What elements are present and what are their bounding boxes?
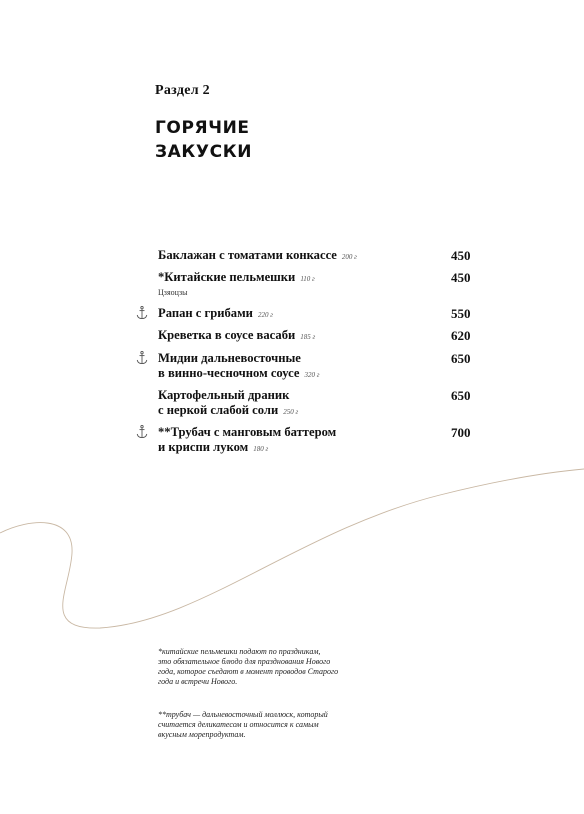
footnote-line: это обязательное блюдо для празднования Нового: [158, 657, 331, 666]
menu-item-weight: 200 г: [341, 253, 357, 261]
footnote-line: **трубач — дальневосточный моллюск, который: [158, 710, 328, 719]
section-label: Раздел 2: [155, 83, 210, 98]
menu-item-price: 700: [451, 425, 471, 440]
footnote-line: года, которое съедают в момент проводов Старого: [158, 667, 339, 676]
menu-item-weight: 250 г: [283, 408, 299, 416]
menu-item-price: 450: [451, 248, 471, 263]
menu-item-name: [158, 425, 438, 457]
page-title-line1: ГОРЯЧИЕ: [155, 118, 250, 138]
footnote-line: года и встречи Нового.: [158, 677, 238, 686]
menu-item-name: [158, 248, 438, 265]
menu-item-weight: 110 г: [300, 275, 315, 283]
menu-item-name-line: Рапан с грибами: [158, 306, 253, 320]
menu-item-weight: 320 г: [304, 371, 320, 379]
footnote-line: считается деликатесом и относится к самым: [158, 720, 319, 729]
menu-item-name-line: с неркой слабой соли: [158, 403, 279, 417]
menu-item-price: 650: [451, 388, 471, 403]
menu-item-name: [158, 328, 438, 345]
menu-item-weight: 180 г: [253, 445, 269, 453]
menu-item-name-line: Картофельный драник: [158, 388, 290, 402]
menu-item-name-line: в винно-чесночном соусе: [158, 366, 300, 380]
menu-item-name: [158, 388, 438, 420]
menu-item-name-line: Мидии дальневосточные: [158, 351, 301, 365]
menu-item-price: 450: [451, 270, 471, 285]
menu-item-name-line: Баклажан с томатами конкассе: [158, 248, 337, 262]
menu-item-weight: 220 г: [257, 311, 273, 319]
menu-item-name-line: и криспи луком: [158, 440, 249, 454]
menu-item-name: [158, 351, 438, 383]
menu-item-price: 620: [451, 328, 471, 343]
menu-item-name-line: Креветка в соусе васаби: [158, 328, 296, 342]
anchor-icon: [136, 306, 148, 320]
menu-item-price: 550: [451, 306, 471, 321]
page-title-line2: ЗАКУСКИ: [155, 142, 253, 162]
anchor-icon: [136, 425, 148, 439]
footnote-1: [158, 647, 388, 687]
menu-item-price: 650: [451, 351, 471, 366]
anchor-icon: [136, 351, 148, 365]
menu-item-weight: 185 г: [300, 333, 316, 341]
menu-item-name: [158, 306, 438, 323]
footnote-line: вкусным морепродуктам.: [158, 730, 246, 739]
footnote-2: [158, 710, 388, 740]
menu-item-subtitle: Цзяоцзы: [158, 288, 188, 297]
menu-item-name-line: *Китайские пельмешки: [158, 270, 296, 284]
menu-item-name-line: **Трубач с манговым баттером: [158, 425, 337, 439]
footnote-line: *китайские пельмешки подают по праздникам,: [158, 647, 321, 656]
menu-item-name: [158, 270, 438, 287]
